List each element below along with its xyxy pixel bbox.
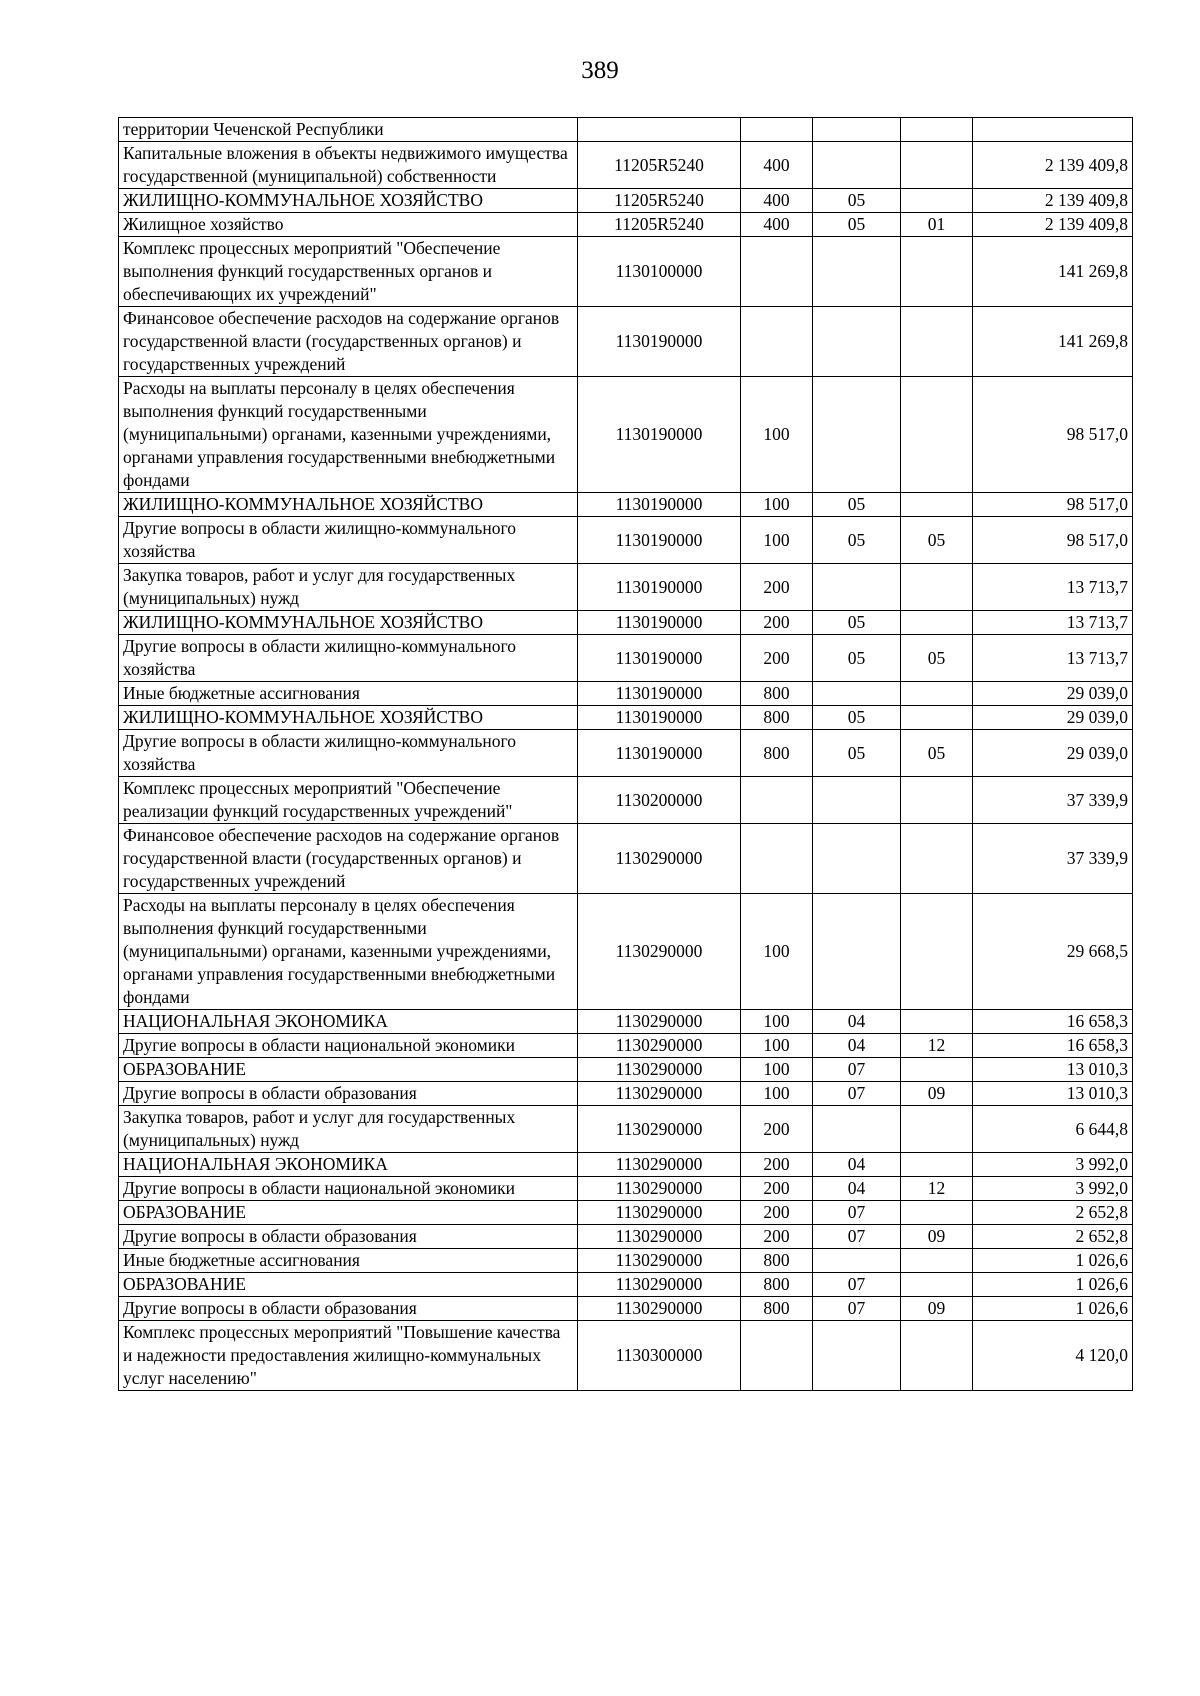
cell-name: НАЦИОНАЛЬНАЯ ЭКОНОМИКА <box>119 1010 578 1034</box>
table-row <box>119 1153 1133 1177</box>
table-row <box>119 1321 1133 1391</box>
table-row <box>119 1249 1133 1273</box>
cell-section: 04 <box>813 1153 901 1177</box>
cell-subsection: 12 <box>901 1034 973 1058</box>
table-row <box>119 1106 1133 1153</box>
cell-amount: 98 517,0 <box>973 493 1133 517</box>
cell-name: Другие вопросы в области национальной экономики <box>119 1177 578 1201</box>
table-row <box>119 1177 1133 1201</box>
cell-expense-type: 200 <box>741 1225 813 1249</box>
cell-name: Капитальные вложения в объекты недвижимого имущества государственной (муниципальной) собственности <box>119 142 578 189</box>
cell-subsection <box>901 493 973 517</box>
cell-target-code: 1130190000 <box>578 706 741 730</box>
cell-section <box>813 1321 901 1391</box>
cell-subsection <box>901 682 973 706</box>
cell-section <box>813 894 901 1010</box>
table-row <box>119 824 1133 894</box>
cell-target-code: 1130290000 <box>578 894 741 1010</box>
cell-amount: 29 668,5 <box>973 894 1133 1010</box>
cell-target-code: 1130190000 <box>578 682 741 706</box>
budget-table-body <box>119 118 1133 1391</box>
table-row <box>119 730 1133 777</box>
cell-subsection <box>901 189 973 213</box>
cell-subsection <box>901 611 973 635</box>
cell-expense-type: 200 <box>741 564 813 611</box>
cell-target-code: 1130190000 <box>578 377 741 493</box>
cell-target-code: 1130290000 <box>578 1153 741 1177</box>
cell-expense-type: 200 <box>741 1153 813 1177</box>
cell-section: 07 <box>813 1297 901 1321</box>
cell-expense-type: 800 <box>741 1249 813 1273</box>
cell-target-code: 1130290000 <box>578 1082 741 1106</box>
cell-target-code: 11205R5240 <box>578 142 741 189</box>
cell-expense-type: 800 <box>741 730 813 777</box>
cell-name: Комплекс процессных мероприятий "Обеспечение выполнения функций государственных органов и обеспечивающих их учреждений" <box>119 237 578 307</box>
cell-amount: 141 269,8 <box>973 307 1133 377</box>
cell-name: Финансовое обеспечение расходов на содержание органов государственной власти (государственных органов) и государственных учреждений <box>119 307 578 377</box>
cell-name: Расходы на выплаты персоналу в целях обеспечения выполнения функций государственными (муниципальными) органами, казенными учреждениями, органами управления государственными внебюджетными фондами <box>119 377 578 493</box>
cell-name: Расходы на выплаты персоналу в целях обеспечения выполнения функций государственными (муниципальными) органами, казенными учреждениями, органами управления государственными внебюджетными фондами <box>119 894 578 1010</box>
cell-expense-type: 400 <box>741 213 813 237</box>
cell-name: Другие вопросы в области жилищно-коммунального хозяйства <box>119 730 578 777</box>
cell-target-code: 11205R5240 <box>578 189 741 213</box>
cell-subsection: 09 <box>901 1082 973 1106</box>
cell-section <box>813 237 901 307</box>
cell-expense-type: 200 <box>741 1201 813 1225</box>
cell-amount: 13 713,7 <box>973 564 1133 611</box>
cell-expense-type <box>741 118 813 142</box>
cell-name: НАЦИОНАЛЬНАЯ ЭКОНОМИКА <box>119 1153 578 1177</box>
cell-section <box>813 142 901 189</box>
table-row <box>119 517 1133 564</box>
cell-subsection <box>901 564 973 611</box>
cell-name: Другие вопросы в области национальной экономики <box>119 1034 578 1058</box>
cell-section: 07 <box>813 1082 901 1106</box>
cell-expense-type <box>741 824 813 894</box>
cell-section: 05 <box>813 706 901 730</box>
cell-expense-type: 100 <box>741 517 813 564</box>
cell-amount <box>973 118 1133 142</box>
cell-name: Финансовое обеспечение расходов на содержание органов государственной власти (государственных органов) и государственных учреждений <box>119 824 578 894</box>
cell-expense-type: 800 <box>741 706 813 730</box>
cell-section: 07 <box>813 1225 901 1249</box>
cell-amount: 2 652,8 <box>973 1225 1133 1249</box>
cell-subsection <box>901 1273 973 1297</box>
table-row <box>119 682 1133 706</box>
cell-amount: 98 517,0 <box>973 377 1133 493</box>
table-row <box>119 706 1133 730</box>
cell-amount: 29 039,0 <box>973 730 1133 777</box>
cell-amount: 29 039,0 <box>973 682 1133 706</box>
cell-subsection <box>901 377 973 493</box>
table-row <box>119 493 1133 517</box>
table-row <box>119 777 1133 824</box>
cell-section: 05 <box>813 730 901 777</box>
cell-target-code: 1130190000 <box>578 307 741 377</box>
cell-expense-type <box>741 307 813 377</box>
cell-section: 05 <box>813 635 901 682</box>
cell-name: Жилищное хозяйство <box>119 213 578 237</box>
cell-subsection: 05 <box>901 635 973 682</box>
cell-subsection <box>901 777 973 824</box>
cell-expense-type: 800 <box>741 682 813 706</box>
cell-target-code <box>578 118 741 142</box>
cell-subsection <box>901 118 973 142</box>
cell-amount: 16 658,3 <box>973 1010 1133 1034</box>
cell-subsection: 12 <box>901 1177 973 1201</box>
table-row <box>119 1225 1133 1249</box>
cell-amount: 98 517,0 <box>973 517 1133 564</box>
cell-name: ОБРАЗОВАНИЕ <box>119 1201 578 1225</box>
cell-amount: 2 139 409,8 <box>973 189 1133 213</box>
cell-name: Закупка товаров, работ и услуг для государственных (муниципальных) нужд <box>119 564 578 611</box>
cell-expense-type: 100 <box>741 1082 813 1106</box>
cell-target-code: 1130190000 <box>578 564 741 611</box>
cell-section <box>813 824 901 894</box>
cell-section: 05 <box>813 493 901 517</box>
cell-expense-type <box>741 777 813 824</box>
page-number: 389 <box>581 57 619 84</box>
cell-subsection <box>901 1106 973 1153</box>
cell-name: Иные бюджетные ассигнования <box>119 1249 578 1273</box>
cell-section <box>813 564 901 611</box>
cell-name: Закупка товаров, работ и услуг для государственных (муниципальных) нужд <box>119 1106 578 1153</box>
cell-amount: 37 339,9 <box>973 777 1133 824</box>
cell-section: 05 <box>813 213 901 237</box>
table-row <box>119 1058 1133 1082</box>
cell-amount: 2 139 409,8 <box>973 213 1133 237</box>
cell-subsection: 09 <box>901 1297 973 1321</box>
cell-amount: 4 120,0 <box>973 1321 1133 1391</box>
cell-name: Иные бюджетные ассигнования <box>119 682 578 706</box>
cell-amount: 1 026,6 <box>973 1297 1133 1321</box>
cell-name: Другие вопросы в области жилищно-коммунального хозяйства <box>119 517 578 564</box>
cell-subsection <box>901 824 973 894</box>
table-row <box>119 1201 1133 1225</box>
cell-subsection <box>901 1321 973 1391</box>
cell-subsection <box>901 237 973 307</box>
cell-amount: 3 992,0 <box>973 1153 1133 1177</box>
table-row <box>119 237 1133 307</box>
table-row <box>119 564 1133 611</box>
cell-amount: 13 010,3 <box>973 1058 1133 1082</box>
table-row <box>119 142 1133 189</box>
table-row <box>119 1010 1133 1034</box>
table-row <box>119 307 1133 377</box>
table-row <box>119 118 1133 142</box>
cell-subsection <box>901 706 973 730</box>
cell-section <box>813 777 901 824</box>
cell-target-code: 1130190000 <box>578 730 741 777</box>
cell-amount: 13 010,3 <box>973 1082 1133 1106</box>
cell-expense-type: 800 <box>741 1273 813 1297</box>
cell-name: ЖИЛИЩНО-КОММУНАЛЬНОЕ ХОЗЯЙСТВО <box>119 189 578 213</box>
cell-expense-type: 200 <box>741 1177 813 1201</box>
budget-table <box>118 117 1133 1391</box>
cell-expense-type: 400 <box>741 142 813 189</box>
cell-section: 07 <box>813 1058 901 1082</box>
cell-target-code: 1130300000 <box>578 1321 741 1391</box>
cell-expense-type: 100 <box>741 493 813 517</box>
cell-name: Другие вопросы в области образования <box>119 1297 578 1321</box>
cell-target-code: 11205R5240 <box>578 213 741 237</box>
table-row <box>119 894 1133 1010</box>
cell-amount: 6 644,8 <box>973 1106 1133 1153</box>
cell-amount: 1 026,6 <box>973 1249 1133 1273</box>
table-row <box>119 1034 1133 1058</box>
cell-target-code: 1130290000 <box>578 1034 741 1058</box>
cell-subsection: 05 <box>901 730 973 777</box>
cell-section: 05 <box>813 611 901 635</box>
cell-amount: 2 139 409,8 <box>973 142 1133 189</box>
cell-target-code: 1130100000 <box>578 237 741 307</box>
cell-target-code: 1130200000 <box>578 777 741 824</box>
cell-amount: 13 713,7 <box>973 635 1133 682</box>
cell-target-code: 1130290000 <box>578 1010 741 1034</box>
cell-name: ЖИЛИЩНО-КОММУНАЛЬНОЕ ХОЗЯЙСТВО <box>119 493 578 517</box>
cell-expense-type <box>741 237 813 307</box>
cell-subsection: 01 <box>901 213 973 237</box>
cell-name: Другие вопросы в области образования <box>119 1225 578 1249</box>
cell-amount: 29 039,0 <box>973 706 1133 730</box>
cell-expense-type: 400 <box>741 189 813 213</box>
cell-name: ЖИЛИЩНО-КОММУНАЛЬНОЕ ХОЗЯЙСТВО <box>119 706 578 730</box>
cell-expense-type: 100 <box>741 894 813 1010</box>
cell-section <box>813 118 901 142</box>
table-row <box>119 1297 1133 1321</box>
cell-amount: 3 992,0 <box>973 1177 1133 1201</box>
cell-subsection <box>901 1249 973 1273</box>
cell-section: 07 <box>813 1273 901 1297</box>
cell-section <box>813 307 901 377</box>
cell-name: ОБРАЗОВАНИЕ <box>119 1058 578 1082</box>
cell-target-code: 1130290000 <box>578 1058 741 1082</box>
cell-amount: 1 026,6 <box>973 1273 1133 1297</box>
cell-amount: 13 713,7 <box>973 611 1133 635</box>
cell-section: 04 <box>813 1034 901 1058</box>
cell-name: ЖИЛИЩНО-КОММУНАЛЬНОЕ ХОЗЯЙСТВО <box>119 611 578 635</box>
cell-expense-type: 200 <box>741 1106 813 1153</box>
cell-subsection <box>901 1201 973 1225</box>
cell-target-code: 1130190000 <box>578 517 741 564</box>
cell-expense-type <box>741 1321 813 1391</box>
cell-target-code: 1130190000 <box>578 635 741 682</box>
cell-target-code: 1130290000 <box>578 1225 741 1249</box>
cell-target-code: 1130290000 <box>578 1297 741 1321</box>
cell-section: 05 <box>813 189 901 213</box>
cell-name: Другие вопросы в области образования <box>119 1082 578 1106</box>
cell-subsection <box>901 1058 973 1082</box>
cell-expense-type: 200 <box>741 611 813 635</box>
cell-subsection <box>901 894 973 1010</box>
cell-expense-type: 800 <box>741 1297 813 1321</box>
table-row <box>119 635 1133 682</box>
cell-name: ОБРАЗОВАНИЕ <box>119 1273 578 1297</box>
cell-target-code: 1130190000 <box>578 493 741 517</box>
table-row <box>119 189 1133 213</box>
cell-section: 07 <box>813 1201 901 1225</box>
cell-name: Другие вопросы в области жилищно-коммунального хозяйства <box>119 635 578 682</box>
cell-section <box>813 682 901 706</box>
cell-name: Комплекс процессных мероприятий "Повышение качества и надежности предоставления жилищно-коммунальных услуг населению" <box>119 1321 578 1391</box>
table-row <box>119 611 1133 635</box>
cell-subsection <box>901 1153 973 1177</box>
table-row <box>119 1082 1133 1106</box>
cell-expense-type: 100 <box>741 377 813 493</box>
cell-subsection: 09 <box>901 1225 973 1249</box>
cell-subsection <box>901 307 973 377</box>
cell-target-code: 1130190000 <box>578 611 741 635</box>
cell-name: территории Чеченской Республики <box>119 118 578 142</box>
cell-target-code: 1130290000 <box>578 1201 741 1225</box>
cell-section: 04 <box>813 1177 901 1201</box>
cell-expense-type: 100 <box>741 1010 813 1034</box>
table-row <box>119 1273 1133 1297</box>
cell-section <box>813 1249 901 1273</box>
cell-subsection <box>901 1010 973 1034</box>
cell-expense-type: 100 <box>741 1058 813 1082</box>
table-row <box>119 213 1133 237</box>
cell-section <box>813 377 901 493</box>
cell-amount: 141 269,8 <box>973 237 1133 307</box>
cell-section: 05 <box>813 517 901 564</box>
cell-subsection <box>901 142 973 189</box>
cell-target-code: 1130290000 <box>578 824 741 894</box>
table-row <box>119 377 1133 493</box>
cell-amount: 37 339,9 <box>973 824 1133 894</box>
cell-expense-type: 100 <box>741 1034 813 1058</box>
cell-expense-type: 200 <box>741 635 813 682</box>
cell-subsection: 05 <box>901 517 973 564</box>
cell-target-code: 1130290000 <box>578 1106 741 1153</box>
cell-target-code: 1130290000 <box>578 1177 741 1201</box>
cell-section <box>813 1106 901 1153</box>
cell-amount: 16 658,3 <box>973 1034 1133 1058</box>
cell-section: 04 <box>813 1010 901 1034</box>
cell-name: Комплекс процессных мероприятий "Обеспечение реализации функций государственных учреждений" <box>119 777 578 824</box>
cell-target-code: 1130290000 <box>578 1249 741 1273</box>
cell-target-code: 1130290000 <box>578 1273 741 1297</box>
cell-amount: 2 652,8 <box>973 1201 1133 1225</box>
